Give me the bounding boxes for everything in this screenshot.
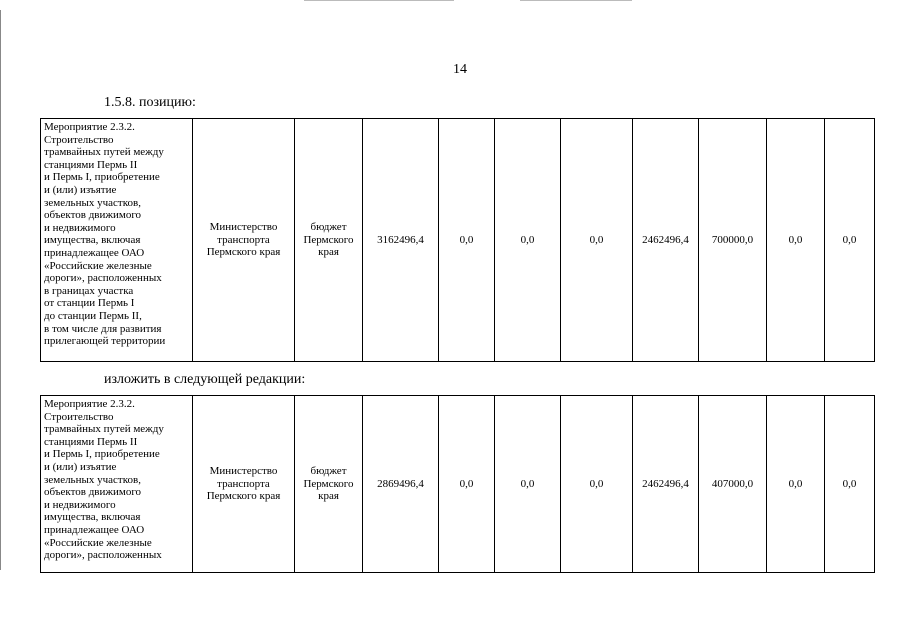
text-line: Пермского	[303, 233, 354, 246]
text-line: Пермского края	[206, 246, 281, 259]
executor-cell	[193, 119, 295, 362]
text-line: объектов движимого	[44, 209, 142, 222]
funding-source-cell	[295, 119, 363, 362]
text-line: объектов движимого	[44, 486, 142, 499]
text-line: бюджет	[310, 221, 347, 234]
amount-cell	[633, 396, 699, 573]
text-line: имущества, включая	[44, 511, 141, 524]
text-line: Строительство	[44, 410, 114, 423]
amount-value: 2462496,4	[642, 234, 689, 246]
text-line: трамвайных путей между	[44, 146, 164, 159]
table-row	[41, 119, 875, 362]
text-line: прилегающей территории	[44, 335, 166, 348]
text-line: Пермского	[303, 477, 354, 490]
amount-value: 0,0	[842, 234, 857, 246]
amount-cell	[825, 119, 875, 362]
page-number: 14	[453, 62, 467, 77]
text-line: Строительство	[44, 133, 114, 146]
amount-value: 0,0	[788, 234, 803, 246]
text-line: Мероприятие 2.3.2.	[44, 121, 135, 133]
amount-cell	[767, 396, 825, 573]
text-line: и (или) изъятие	[44, 460, 117, 473]
amount-value: 0,0	[589, 234, 604, 246]
amount-cell	[699, 396, 767, 573]
position-table-new	[40, 395, 875, 573]
measure-description	[44, 121, 189, 348]
text-line: Министерство	[209, 221, 278, 234]
amount-cell	[825, 396, 875, 573]
amount-cell	[495, 396, 561, 573]
table-row	[41, 396, 875, 573]
scan-top-line-right	[520, 0, 632, 1]
text-line: «Российские железные	[44, 259, 152, 272]
amount-value: 0,0	[459, 234, 474, 246]
text-line: «Российские железные	[44, 536, 152, 549]
amount-value: 0,0	[459, 478, 474, 490]
text-line: и недвижимого	[44, 498, 116, 511]
text-line: Министерство	[209, 465, 278, 478]
total-amount: 3162496,4	[377, 234, 424, 246]
text-line: от станции Пермь I	[44, 297, 135, 310]
funding-source	[297, 221, 360, 259]
amount-cell	[633, 119, 699, 362]
funding-source-cell	[295, 396, 363, 573]
scan-top-line-left	[304, 0, 454, 1]
measure-description-cell	[41, 396, 193, 573]
text-line: транспорта	[217, 233, 270, 246]
text-line: края	[318, 246, 339, 259]
amount-value: 0,0	[589, 478, 604, 490]
funding-source	[297, 465, 360, 503]
text-line: и Пермь I, приобретение	[44, 448, 160, 461]
measure-description-cell	[41, 119, 193, 362]
text-line: земельных участков,	[44, 473, 141, 486]
text-line: и недвижимого	[44, 221, 116, 234]
position-heading: 1.5.8. позицию:	[104, 95, 196, 110]
amount-value: 0,0	[520, 234, 535, 246]
text-line: Пермского края	[206, 490, 281, 503]
total-amount-cell	[363, 396, 439, 573]
amount-cell	[561, 119, 633, 362]
amount-cell	[561, 396, 633, 573]
total-amount: 2869496,4	[377, 478, 424, 490]
amount-value: 0,0	[842, 478, 857, 490]
text-line: и (или) изъятие	[44, 183, 117, 196]
text-line: бюджет	[310, 465, 347, 478]
amount-cell	[767, 119, 825, 362]
text-line: имущества, включая	[44, 234, 141, 247]
amount-value: 407000,0	[711, 478, 754, 490]
amount-value: 0,0	[788, 478, 803, 490]
measure-description	[44, 398, 189, 562]
amount-cell	[439, 396, 495, 573]
text-line: дороги», расположенных	[44, 549, 162, 562]
text-line: принадлежащее ОАО	[44, 523, 145, 536]
text-line: в границах участка	[44, 284, 134, 297]
text-line: транспорта	[217, 477, 270, 490]
amount-cell	[495, 119, 561, 362]
amount-cell	[699, 119, 767, 362]
text-line: станциями Пермь II	[44, 435, 138, 448]
scan-edge-line	[0, 10, 1, 570]
text-line: края	[318, 490, 339, 503]
amount-value: 0,0	[520, 478, 535, 490]
amount-value: 2462496,4	[642, 478, 689, 490]
text-line: в том числе для развития	[44, 322, 162, 335]
text-line: и Пермь I, приобретение	[44, 171, 160, 184]
text-line: до станции Пермь II,	[44, 309, 142, 322]
text-line: дороги», расположенных	[44, 272, 162, 285]
text-line: земельных участков,	[44, 196, 141, 209]
position-table-old	[40, 118, 875, 362]
amount-cell	[439, 119, 495, 362]
total-amount-cell	[363, 119, 439, 362]
text-line: принадлежащее ОАО	[44, 246, 145, 259]
executor	[195, 221, 292, 259]
text-line: Мероприятие 2.3.2.	[44, 398, 135, 410]
amount-value: 700000,0	[711, 234, 754, 246]
executor-cell	[193, 396, 295, 573]
text-line: станциями Пермь II	[44, 158, 138, 171]
text-line: трамвайных путей между	[44, 423, 164, 436]
executor	[195, 465, 292, 503]
new-edition-heading: изложить в следующей редакции:	[104, 372, 306, 387]
